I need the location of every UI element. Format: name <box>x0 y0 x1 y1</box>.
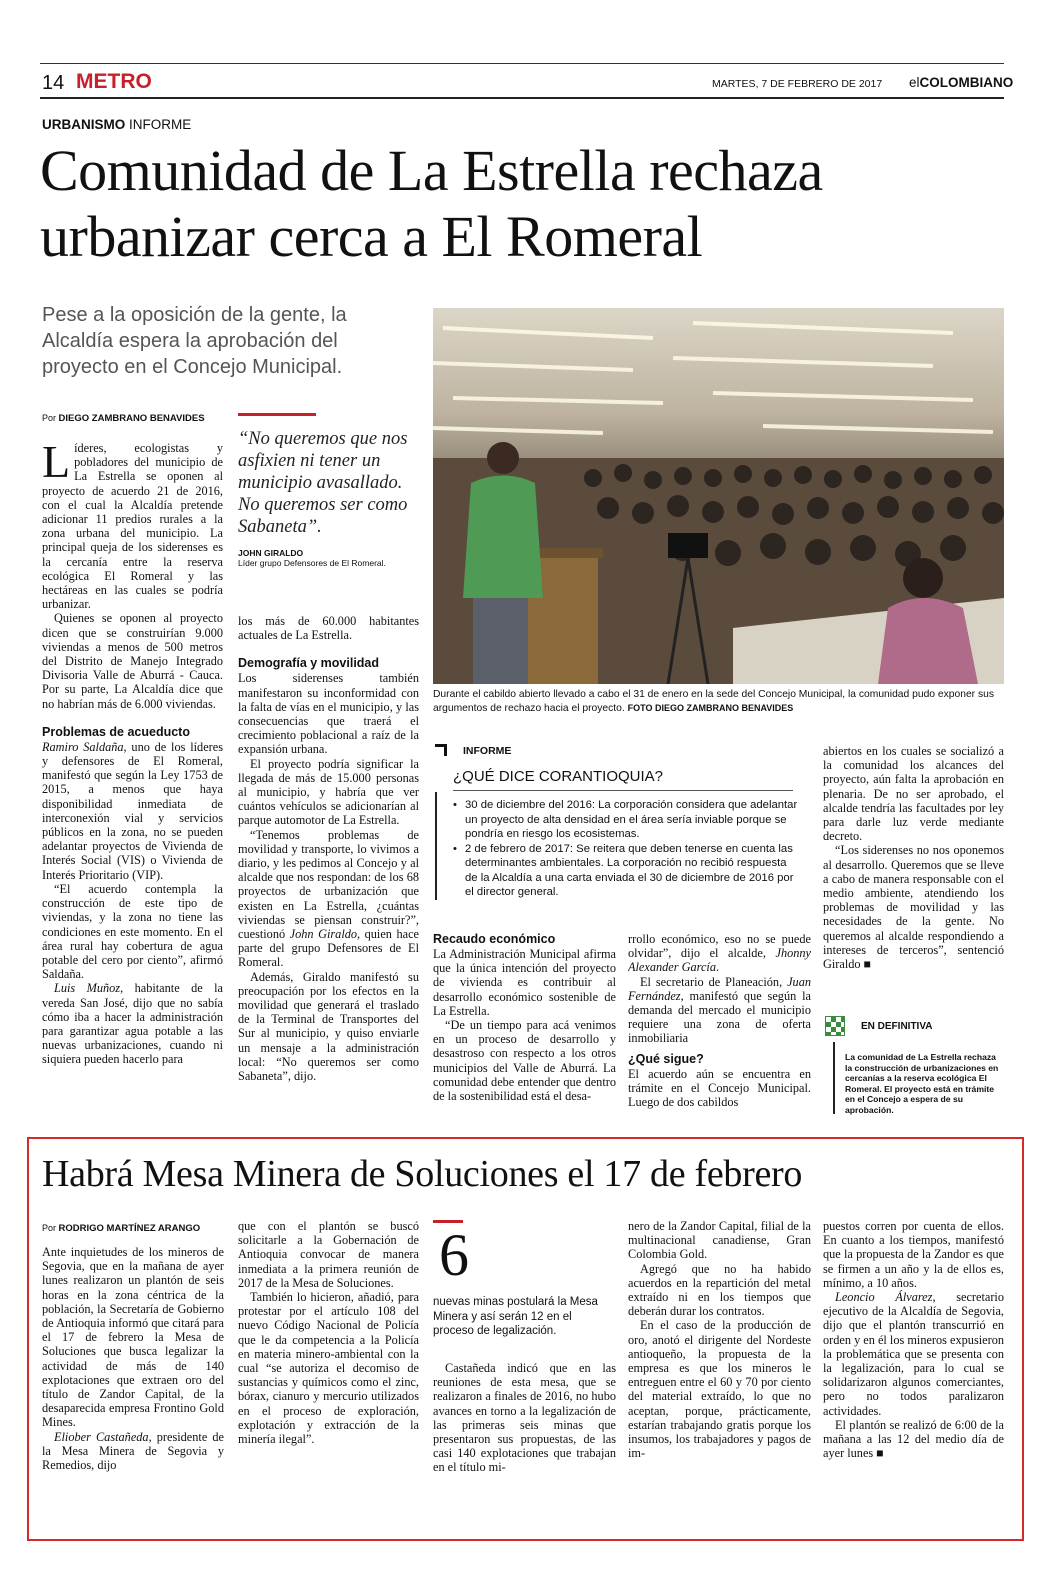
s-col1-paragraph-1: Ante inquietudes de los mineros de Segovia, que en la mañana de ayer lunes realizaron un plantón de seis horas en la zona céntrica de la población, la Secretaría de Gobierno de Antioquia informó que citará para el 17 de febrero la Mesa de Soluciones que busca legalizar la actividad de más de 140 explotaciones que extraen oro del título de Zandor Capital, de la desaparecida empresa Frontino Gold Mines. <box>42 1245 224 1430</box>
col5-paragraph-2: “Los siderenses no nos oponemos al desarrollo. Queremos que se lleve a cabo de manera responsable con el medio ambiente, atendiendo los problemas de movilidad y las necesidades de la gente. No queremos al alcalde respondiendo a intereses de terceros”, sentenció Giraldo <box>823 843 1004 972</box>
second-column-1 <box>42 1245 224 1525</box>
byline-prefix: Por <box>42 413 57 423</box>
page-number: 14 <box>42 72 65 94</box>
subhead-que-sigue: ¿Qué sigue? <box>628 1051 704 1066</box>
col2-paragraph-5: Además, Giraldo manifestó su preocupación por los efectos en la movilidad que generará el traslado de la Terminal de Transportes del Sur al municipio, y quiso enviarle un mensaje a la administración local: “No queremos ser como Sabaneta”, dijo. <box>238 969 419 1084</box>
col2-paragraph-4b: , quien hace parte del grupo Defensores de El Romeral. <box>238 927 419 970</box>
main-column-1 <box>42 441 223 1121</box>
kicker-section: URBANISMO <box>42 117 126 132</box>
quote-author: JOHN GIRALDO <box>238 548 304 558</box>
box-icon <box>435 744 447 756</box>
second-byline <box>42 1223 200 1234</box>
second-headline: Habrá Mesa Minera de Soluciones el 17 de febrero <box>42 1153 803 1195</box>
main-headline <box>40 138 1005 270</box>
col1-paragraph-5: , habitante de la vereda San José, dijo que no sabía cómo iba a hacer la administración para garantizar agua potable a las nuevas urbanizaciones, cuando ni siquiera pueden hacerlo para <box>42 981 223 1067</box>
main-column-3 <box>433 932 616 1124</box>
col4-paragraph-2a: El secretario de Planeación, <box>640 974 788 989</box>
col3-paragraph-2: “De un tiempo para acá venimos en un proceso de desarrollo y desastroso con respecto a los otros municipios del Valle de Aburrá. La comunidad debe entender que dentro de la sostenibilidad está el desa- <box>433 1018 616 1104</box>
s-col1-paragraph-2: , presidente de la Mesa Minera de Segovia y Remedios, dijo <box>42 1429 224 1473</box>
summary-label: EN DEFINITIVA <box>861 1021 933 1032</box>
s-col5-paragraph-2: , secretario ejecutivo de la Alcaldía de Segovia, dijo que el plantón transcurrió en orden y en él los mineros expusieron la problemática que se presenta con la legalización, para lo cual se solidarizaron algunos comerciantes, pero no todos paralizaron actividades. <box>823 1290 1004 1418</box>
main-column-5 <box>823 744 1004 996</box>
s-col5-paragraph-1: puestos corren por cuenta de ellos. En cuanto a los tiempos, manifestó que la propuesta de la Zandor es que se firmen a un año y la de ellos es, mínimo, a 10 años. <box>823 1219 1004 1290</box>
person-name: Jhonny Alexander García <box>628 946 811 975</box>
issue-date: MARTES, 7 DE FEBRERO DE 2017 <box>712 78 883 90</box>
caption-text: Durante el cabildo abierto llevado a cabo el 31 de enero en la sede del Concejo Municipal, la comunidad pudo exponer sus argumentos de rechazo hacia el proyecto. <box>433 689 994 714</box>
s-col4-paragraph-3: En el caso de la producción de oro, anotó el dirigente del Nordeste antioqueño, la propuesta de la empresa es que los mineros le entreguen entre el 60 y 70 por ciento del material extraído, lo que no aceptan, porque, prácticamente, estarían trabajando gratis porque los insumos, los trabajadores y pagos de im- <box>628 1318 811 1461</box>
quote-rule <box>238 413 316 416</box>
news-photo <box>433 308 1004 684</box>
brand-prefix: el <box>909 75 920 90</box>
person-name: Juan Fernández <box>628 974 811 1003</box>
main-byline <box>42 413 205 424</box>
byline-author: RODRIGO MARTÍNEZ ARANGO <box>58 1223 201 1234</box>
photo-illustration <box>433 308 1004 684</box>
col2-paragraph-1: los más de 60.000 habitantes actuales de La Estrella. <box>238 614 419 643</box>
col1-paragraph-1: íderes, ecologistas y pobladores del municipio de La Estrella se oponen al proyecto de acuerdo 21 de 2016, con el cual la Alcaldía pretende adicionar 11 predios rurales a la zona urbana del municipio. La principal queja de los siderenses es la cercanía entre la reserva ecológica El Romeral y las hectáreas en las cuales se podría urbanizar. <box>42 441 223 612</box>
s-col5-paragraph-3: El plantón se realizó de 6:00 de la mañana a las 12 del medio día de ayer lunes <box>823 1417 1004 1461</box>
col5-paragraph-1: abiertos en los cuales se socializó a la comunidad los alcances del proyecto, aún falta la aprobación en plenaria. De no ser aprobado, el alcalde tendría las facultades por ley para darle luz verde mediante decreto. <box>823 744 1004 844</box>
byline-author: DIEGO ZAMBRANO BENAVIDES <box>58 413 205 424</box>
col2-paragraph-4a: “Tenemos problemas de movilidad y transporte, lo vivimos a diario, y les pedimos al Concejo y al alcalde que nos respondan: de los 68 proyectos de urbanización que existen en La Estrella, ¿cuántas viviendas se piensan construir?”, cuestionó <box>238 827 419 942</box>
s-col4-paragraph-2: Agregó que no ha habido acuerdos en la repartición del metal extraído ni en los tiempos que deberán durar los contratos. <box>628 1261 811 1319</box>
drop-cap: L <box>42 441 71 487</box>
subhead-acueducto: Problemas de acueducto <box>42 724 190 739</box>
pull-quote <box>238 413 418 568</box>
col4-paragraph-2b: , manifestó que según la demanda del mercado el municipio requiere una zona de oferta inmobiliaria <box>628 988 811 1046</box>
informe-box <box>433 742 815 910</box>
second-column-3 <box>433 1361 616 1525</box>
col4-paragraph-1a: rrollo económico, eso no se puede olvidar”, dijo el alcalde, <box>628 932 811 961</box>
s-col4-paragraph-1: nero de la Zandor Capital, filial de la multinacional canadiense, Gran Colombia Gold. <box>628 1219 811 1262</box>
box-title: ¿QUÉ DICE CORANTIOQUIA? <box>453 768 664 785</box>
headline-line-1: Comunidad de La Estrella rechaza <box>40 138 823 203</box>
photo-caption <box>433 688 1004 715</box>
s-col2-paragraph-2: También lo hicieron, añadió, para protestar por el artículo 108 del nuevo Código Nacional de Policía que le da competencia a la Policía en materia minero-ambiental con la cual “se autoriza el decomiso de sustancias y químicos como el zinc, bórax, cianuro y mercurio utilizados en el proceso de exploración, explotación y extracción de la minería ilegal”. <box>238 1290 419 1447</box>
page-header <box>40 70 1014 96</box>
quote-role: Líder grupo Defensores de El Romeral. <box>238 558 386 568</box>
box-item: • 30 de diciembre del 2016: La corporación considera que adelantar un proyecto de alta densidad en el área sería inviable porque se pondría en riesgo los ecosistemas. <box>453 799 798 840</box>
main-column-4: rrollo económico, eso no se puede olvidar”, dijo el alcalde, Jhonny Alexander García. El secretario de Planeación, Juan Fernández, manifestó que según la demanda del mercado el municipio requiere una zona de oferta inmobiliaria ¿Qué sigue? El acuerdo aún se encuentra en trámite en el Concejo Municipal. Luego de dos cabildos <box>628 932 811 1110</box>
col2-paragraph-3: El proyecto podría significar la llegada de más de 15.000 personas al municipio, y habría que ver cuántos vehículos se adicionarían al parque automotor de La Estrella. <box>238 756 419 828</box>
col2-paragraph-2: Los siderenses también manifestaron su inconformidad con la falta de vías en el municipio, y las consecuencias que traerá el crecimiento poblacional a raíz de la expansión urbana. <box>238 671 419 757</box>
stat-callout <box>433 1220 618 1350</box>
person-name: Ramiro Saldaña <box>42 739 124 754</box>
article-deck: Pese a la oposición de la gente, la Alcaldía espera la aprobación del proyecto en el Concejo Municipal. <box>42 304 347 378</box>
quote-text: “No queremos que nos asfixien ni tener un municipio avasallado. No queremos ser como Sabaneta”. <box>238 429 408 537</box>
photo-credit: FOTO DIEGO ZAMBRANO BENAVIDES <box>627 702 794 713</box>
box-label: INFORME <box>463 745 512 757</box>
summary-text: La comunidad de La Estrella rechaza la construcción de urbanizaciones en cercanías a la reserva ecológica El Romeral. El proyecto está en trámite en el Concejo a espera de su aprobación. <box>845 1052 999 1115</box>
main-column-2 <box>238 614 419 1124</box>
subhead-recaudo: Recaudo económico <box>433 932 556 946</box>
article-kicker <box>42 117 191 132</box>
end-mark: ■ <box>876 1446 884 1461</box>
s-col2-paragraph-1: que con el plantón se buscó solicitarle a la Gobernación de Antioquia convocar de manera inmediata a la primera reunión de 2017 de la Mesa de Soluciones. <box>238 1219 419 1290</box>
col1-paragraph-2: Quienes se oponen al proyecto dicen que se construirían 9.000 viviendas a menos de 500 metros del Distrito de Manejo Integrado Divisoria Valle de Aburrá - Cauca. Por su parte, La Alcaldía dice que no habrían más de 6.000 viviendas. <box>42 611 223 711</box>
stat-number: 6 <box>439 1222 469 1288</box>
section-name: METRO <box>76 70 152 93</box>
subhead-demografia: Demografía y movilidad <box>238 656 380 671</box>
box-list <box>453 798 798 900</box>
stat-text: nuevas minas postulará la Mesa Minera y así serán 12 en el proceso de legalización. <box>433 1296 598 1337</box>
brand-name: COLOMBIANO <box>919 75 1014 90</box>
box-item: • 2 de febrero de 2017: Se reitera que deben tenerse en cuenta las determinantes ambientales. La corporación no recibió respuesta de la Alcaldía a una carta enviada el 30 de diciembre de 2016 por el director general. <box>453 842 794 898</box>
col1-paragraph-3: , uno de los líderes y defensores de El Romeral, manifestó que según la Ley 1753 de 2015, a menos que haya disponibilidad inmediata de interconexión vial y servicios públicos en la zona, no se pueden adelantar proyectos de Vivienda de Interés Social (VIS) o Vivienda de Interés Prioritario (VIP). <box>42 739 223 882</box>
end-mark: ■ <box>863 957 872 972</box>
checkered-icon <box>825 1016 845 1036</box>
person-name: Leoncio Álvarez <box>835 1290 933 1305</box>
col1-paragraph-4: “El acuerdo contempla la construcción de este tipo de viviendas, y la zona no tiene las condiciones en este momento. En el área rural hay cobertura de agua potable del cero por ciento”, afirmó Saldaña. <box>42 881 223 982</box>
person-name: Eliober Castañeda <box>54 1429 149 1444</box>
second-column-4 <box>628 1219 811 1525</box>
col3-paragraph-1: La Administración Municipal afirma que la única intención del proyecto de vivienda es contribuir al desarrollo económico sostenible de La Estrella. <box>433 947 616 1018</box>
byline-prefix: Por <box>42 1223 57 1233</box>
person-name: Luis Muñoz <box>54 981 121 996</box>
summary-box <box>823 1016 1004 1124</box>
kicker-type: INFORME <box>129 117 192 132</box>
brand-logo <box>909 75 1013 90</box>
second-column-5 <box>823 1219 1004 1525</box>
person-name: John Giraldo <box>289 927 358 942</box>
headline-line-2: urbanizar cerca a El Romeral <box>40 204 703 269</box>
col4-paragraph-3: El acuerdo aún se encuentra en trámite en el Concejo Municipal. Luego de dos cabildos <box>628 1066 811 1110</box>
second-column-2 <box>238 1219 419 1525</box>
s-col3-paragraph-1: Castañeda indicó que en las reuniones de esta mesa, que se realizaron a finales de 2016, no hubo avances en torno a la legalización de las primeras seis minas que presentaron sus propuestas, de las casi 140 explotaciones que trabajan en el título mi- <box>433 1361 616 1475</box>
